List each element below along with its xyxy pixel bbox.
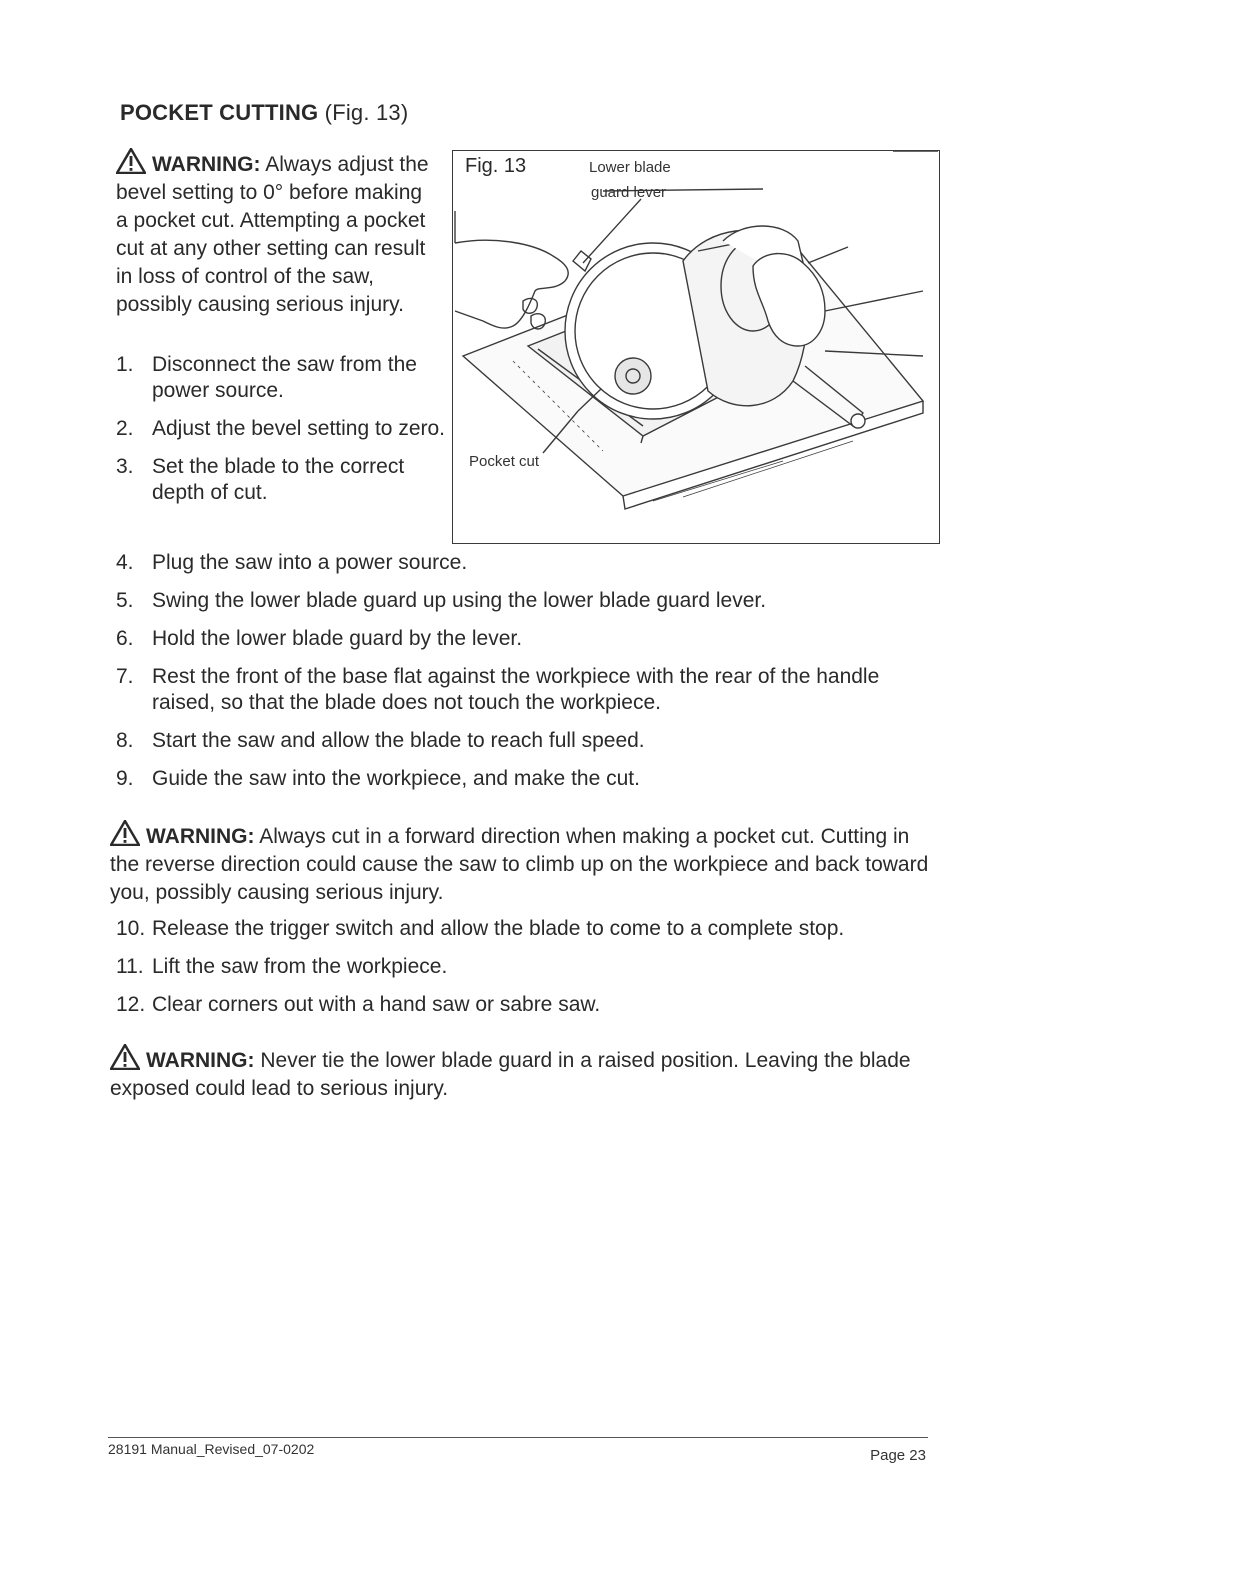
step-number: 9.: [116, 767, 134, 790]
list-item: [116, 626, 936, 652]
step-text: Disconnect the saw from the power source.: [152, 353, 417, 402]
warning-forward-direction: [110, 820, 930, 907]
step-number: 6.: [116, 627, 134, 650]
lever-callout-line-1: Lower blade: [589, 159, 671, 176]
list-item: [116, 916, 936, 942]
step-text: Rest the front of the base flat against the workpiece with the rear of the handle raised, so that the blade does not touch the workpiece.: [152, 665, 880, 714]
step-text: Guide the saw into the workpiece, and make the cut.: [152, 767, 640, 790]
step-text: Release the trigger switch and allow the blade to come to a complete stop.: [152, 917, 845, 940]
footer-page-number: Page 23: [870, 1447, 926, 1464]
warning-label: WARNING:: [152, 153, 261, 176]
step-text: Start the saw and allow the blade to reach full speed.: [152, 729, 645, 752]
list-item: [116, 664, 936, 716]
warning-bevel: [116, 148, 436, 319]
steps-list-wide-2: [116, 916, 936, 1030]
warning-text: Always adjust the bevel setting to 0° before making a pocket cut. Attempting a pocket cut at any other setting can result in loss of control of the saw, possibly causing serious injury.: [116, 153, 429, 316]
list-item: [116, 454, 446, 506]
warning-label: WARNING:: [146, 1049, 255, 1072]
left-hand: [455, 240, 568, 328]
list-item: [116, 728, 936, 754]
step-number: 1.: [116, 353, 134, 376]
step-text: Hold the lower blade guard by the lever.: [152, 627, 523, 650]
warning-triangle-icon: [110, 1044, 140, 1070]
step-text: Lift the saw from the workpiece.: [152, 955, 448, 978]
lever-callout: [589, 155, 671, 205]
section-heading: [120, 100, 408, 126]
footer-document-id: 28191 Manual_Revised_07-0202: [108, 1441, 315, 1457]
step-number: 12.: [116, 993, 146, 1016]
list-item: [116, 766, 936, 792]
steps-list-wide-1: [116, 550, 936, 804]
footer-divider: [108, 1437, 928, 1438]
step-text: Swing the lower blade guard up using the lower blade guard lever.: [152, 589, 767, 612]
step-number: 3.: [116, 455, 134, 478]
steps-list-narrow: [116, 352, 446, 518]
warning-label: WARNING:: [146, 825, 255, 848]
step-text: Set the blade to the correct depth of cut.: [152, 455, 405, 504]
step-number: 2.: [116, 417, 134, 440]
blade-arbor: [615, 358, 651, 394]
warning-text: Always cut in a forward direction when making a pocket cut. Cutting in the reverse direction could cause the saw to climb up on the workpiece and back toward you, possibly causing serious injury.: [110, 825, 929, 904]
figure-13: [452, 150, 940, 544]
figure-reference: (Fig. 13): [324, 100, 409, 125]
step-number: 8.: [116, 729, 134, 752]
lever-callout-line-2: guard lever: [591, 184, 667, 201]
warning-blade-guard: [110, 1044, 930, 1103]
step-number: 5.: [116, 589, 134, 612]
step-number: 4.: [116, 551, 134, 574]
step-number: 7.: [116, 665, 134, 688]
list-item: [116, 550, 936, 576]
list-item: [116, 588, 936, 614]
list-item: [116, 954, 936, 980]
list-item: [116, 352, 446, 404]
list-item: [116, 416, 446, 442]
step-text: Clear corners out with a hand saw or sabre saw.: [152, 993, 601, 1016]
step-text: Adjust the bevel setting to zero.: [152, 417, 446, 440]
circular-saw-illustration: [453, 151, 939, 543]
step-number: 11.: [116, 955, 144, 978]
step-text: Plug the saw into a power source.: [152, 551, 468, 574]
warning-triangle-icon: [110, 820, 140, 846]
pocket-cut-callout: Pocket cut: [469, 453, 540, 470]
list-item: [116, 992, 936, 1018]
warning-text: Never tie the lower blade guard in a raised position. Leaving the blade exposed could lead to serious injury.: [110, 1049, 911, 1100]
figure-label: Fig. 13: [465, 155, 527, 177]
section-title: POCKET CUTTING: [120, 100, 319, 125]
warning-triangle-icon: [116, 148, 146, 174]
step-number: 10.: [116, 917, 146, 940]
